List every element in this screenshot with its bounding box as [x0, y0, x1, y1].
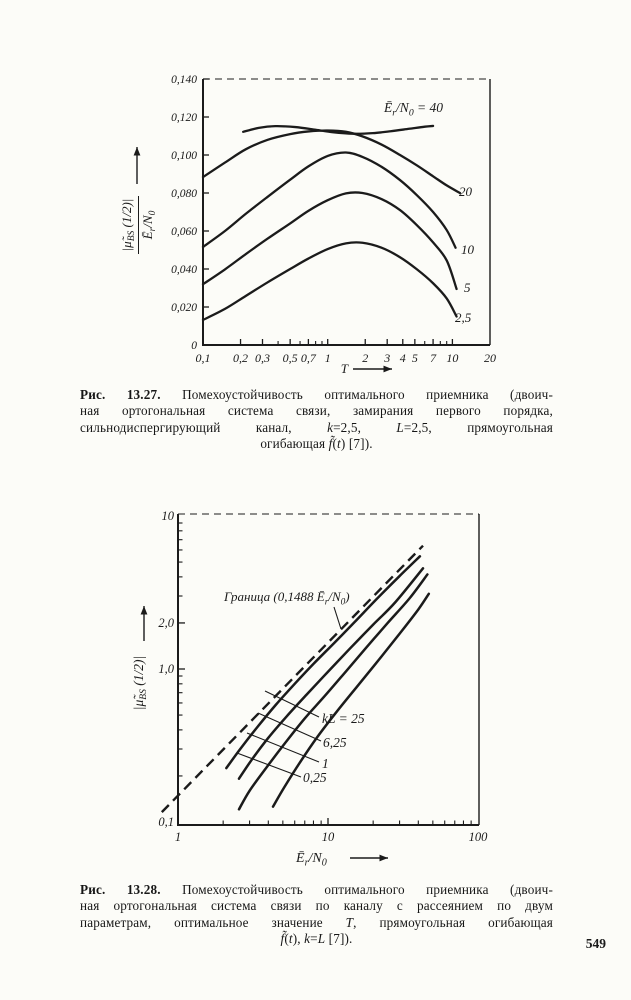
curve-label-6-25: 6,25: [323, 735, 347, 750]
leader-kl-1: [247, 733, 319, 762]
text-segment: параметрам, оптимальное значение: [80, 914, 346, 930]
text-segment: f̃: [280, 931, 285, 947]
y-tick-label: 2,0: [158, 615, 174, 630]
x-tick-label: 0,2: [233, 351, 249, 365]
text-segment: f̃: [328, 436, 333, 452]
boundary-leader: [334, 607, 341, 629]
y-axis-arrow-1-head: [134, 147, 141, 156]
y-tick-label: 0,140: [171, 74, 197, 86]
y-tick-label: 10: [161, 509, 174, 523]
y-tick-label: 0,1: [158, 815, 174, 829]
text-segment: Помехоустойчивость оптимального приемника (двоич-: [160, 387, 553, 402]
text-segment: (1/2)|: [131, 655, 146, 690]
text-segment: |μ̃: [131, 699, 146, 711]
text-segment: /N: [139, 215, 155, 228]
x-tick-label: 1: [324, 351, 331, 365]
text-segment: Рис. 13.28.: [80, 882, 161, 897]
text-segment: BS: [126, 230, 137, 242]
text-segment: =: [310, 931, 318, 947]
text-segment: ная ортогональная система связи, замирания первого порядка,: [80, 403, 553, 419]
caption-line: [80, 436, 553, 452]
text-segment: =2,5,: [333, 419, 397, 435]
y-tick-label: 0,040: [171, 264, 197, 276]
chart-13-28-y-axis-label: [128, 640, 152, 726]
text-segment: L: [317, 931, 326, 947]
x-tick-label: 100: [468, 830, 488, 844]
y-tick-label: 0,060: [171, 226, 197, 238]
caption-line: [80, 420, 553, 436]
y-axis-label-text: [131, 656, 149, 710]
x-tick-label: 0,7: [300, 351, 316, 365]
x-tick-label: 0,5: [282, 351, 298, 365]
x-tick-label: 2: [362, 351, 369, 365]
y-axis-arrow-2-head: [141, 606, 148, 615]
curve-label-20: 20: [459, 184, 472, 199]
chart-13-27-y-axis-label: [112, 179, 164, 271]
y-tick-label: 0,020: [171, 302, 197, 314]
curve-label-5: 5: [464, 280, 471, 295]
text-segment: Рис. 13.27.: [80, 387, 161, 402]
caption-line: [80, 898, 553, 914]
curve-5: [203, 192, 457, 289]
text-segment: , прямоугольная огибающая: [353, 914, 553, 930]
y-axis-label-denominator: [139, 211, 158, 240]
text-segment: BS: [139, 689, 149, 700]
x-tick-label: 0,3: [254, 351, 270, 365]
x-tick-label: 0,1: [195, 351, 211, 365]
text-segment: (: [284, 931, 289, 947]
figure-13-27-caption: [80, 387, 553, 453]
curve-20: [203, 130, 460, 193]
x-tick-label: 20: [483, 351, 496, 365]
caption-line: [80, 387, 553, 403]
text-segment: огибающая: [260, 436, 329, 452]
x-tick-label: 1: [174, 830, 182, 844]
text-segment: t: [288, 931, 293, 947]
text-segment: Помехоустойчивость оптимального приемника (двоич-: [160, 882, 553, 897]
caption-line: [80, 882, 553, 898]
curve-label-kl-25: kL = 25: [322, 711, 365, 726]
caption-line: [80, 915, 553, 931]
x-tick-label: 7: [430, 351, 437, 365]
text-segment: 0: [147, 210, 158, 216]
boundary-label: Граница (0,1488 $Ē_r/N_0$): [224, 589, 350, 608]
text-segment: k: [304, 931, 311, 947]
curve-label-40: $Ē_r/N_0 = 40$: [384, 100, 444, 119]
text-segment: ная ортогональная система связи по каналу с рассеянием по двум: [80, 898, 553, 914]
curve-label-1: 1: [322, 756, 329, 771]
x-axis-arrow-2-head: [380, 855, 389, 862]
x-tick-label: 3: [384, 351, 391, 365]
y-tick-label: 1,0: [158, 662, 174, 676]
y-tick-label: 0,080: [171, 188, 197, 200]
x-tick-label: 10: [446, 351, 459, 365]
leader-kl-25: [265, 691, 319, 717]
text-segment: t: [337, 436, 341, 452]
y-axis-label-numerator: [119, 196, 139, 255]
text-segment: сильнодиспергирующий канал,: [80, 419, 328, 435]
text-segment: k: [327, 419, 334, 435]
text-segment: ) [7]).: [340, 436, 373, 452]
x-tick-label: 5: [411, 351, 418, 365]
curve-label-0-25: 0,25: [303, 770, 327, 785]
text-segment: Ē: [139, 231, 155, 240]
text-segment: T: [345, 914, 354, 930]
text-segment: ),: [292, 931, 305, 947]
text-segment: |μ̃: [118, 241, 134, 252]
text-segment: =2,5, прямоугольная: [403, 419, 553, 435]
page-number: 549: [585, 936, 606, 951]
curve-2,5: [203, 242, 457, 320]
curve-label-2-5: 2,5: [455, 310, 472, 325]
text-segment: r: [147, 227, 158, 232]
caption-line: [80, 403, 553, 419]
figure-13-28-caption: [80, 882, 553, 948]
curve-label-10: 10: [461, 242, 474, 257]
text-segment: (: [332, 436, 338, 452]
text-segment: [7]).: [325, 931, 353, 947]
x-tick-label: 10: [321, 830, 335, 844]
y-tick-label: 0,100: [171, 150, 197, 162]
y-tick-label: 0: [191, 340, 197, 352]
y-tick-label: 0,120: [171, 112, 197, 124]
x-axis-label: $Ē_r/N_0$: [296, 851, 327, 869]
x-axis-label-T: T: [340, 361, 348, 376]
caption-line: [80, 931, 553, 947]
text-segment: (1/2)|: [118, 198, 134, 231]
text-segment: L: [396, 419, 404, 435]
x-tick-label: 4: [399, 351, 406, 365]
x-axis-arrow-head: [384, 366, 393, 373]
